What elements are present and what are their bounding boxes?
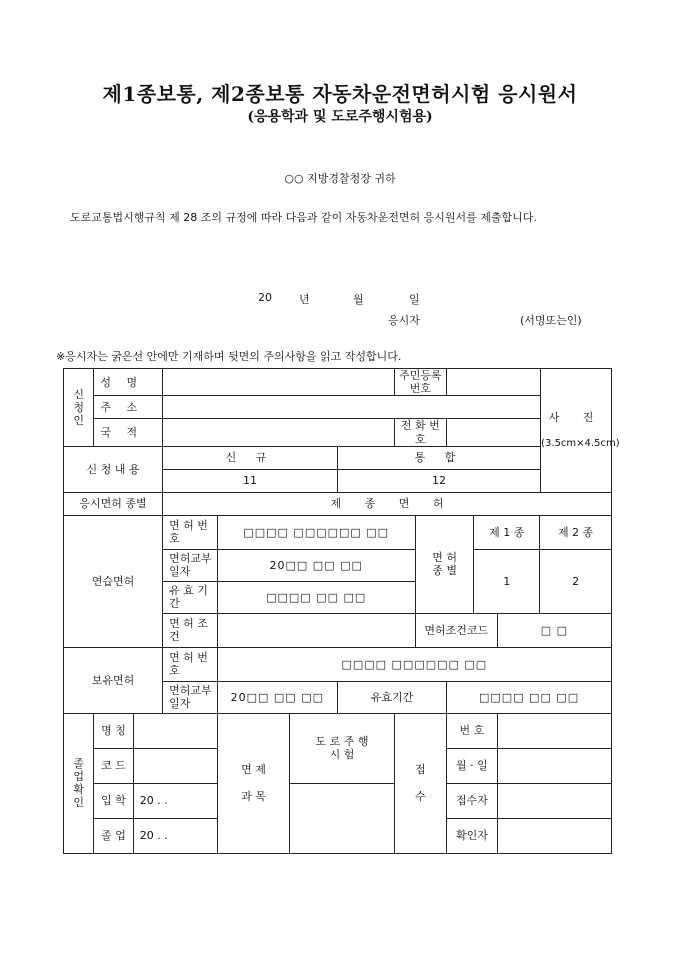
school-code-label: 코 드 [94, 748, 133, 783]
practice-validity-input[interactable]: □□□□ □□ □□ [217, 581, 415, 613]
phone-label: 전 화 번 호 [394, 419, 447, 446]
entry-label: 입 학 [94, 783, 133, 818]
category-1-label: 제 1 종 [474, 515, 540, 549]
school-name-label: 명 칭 [94, 713, 133, 748]
confirmer-input[interactable] [497, 818, 611, 853]
receipt-number-input[interactable] [497, 713, 611, 748]
combined-option[interactable]: 12 [337, 469, 540, 492]
held-validity-input[interactable]: □□□□ □□ □□ [447, 681, 612, 713]
nationality-input[interactable] [163, 419, 395, 446]
form-title: 제1종보통, 제2종보통 자동차운전면허시험 응시원서 [102, 82, 578, 106]
license-type-label: 응시면허 종별 [64, 492, 163, 515]
name-label: 성 명 [94, 369, 163, 396]
application-content-label: 신 청 내 용 [64, 446, 163, 492]
practice-issue-date-label: 면허교부일자 [163, 549, 218, 581]
name-input[interactable] [163, 369, 395, 396]
practice-validity-label: 유 효 기 간 [163, 581, 218, 613]
receiver-label: 접수자 [447, 783, 498, 818]
school-name-input[interactable] [133, 713, 217, 748]
receiver-input[interactable] [497, 783, 611, 818]
phone-input[interactable] [447, 419, 541, 446]
addressee: ○○ 지방경찰청장 귀하 [284, 172, 396, 185]
statement: 도로교통법시행규칙 제 28 조의 규정에 따라 다음과 같이 자동차운전면허 응시원서를 제출합니다. [70, 211, 537, 224]
practice-conditions-input[interactable] [217, 613, 415, 647]
address-input[interactable] [163, 396, 541, 419]
practice-issue-date-input[interactable]: 20□□ □□ □□ [217, 549, 415, 581]
license-type-input[interactable]: 제 종 면 허 [163, 492, 612, 515]
receipt-label: 접 수 [394, 713, 447, 853]
resident-number-input[interactable] [447, 369, 541, 396]
category-2-label: 제 2 종 [540, 515, 612, 549]
applicant-group-label: 신 청 인 [64, 369, 94, 447]
entry-date-input[interactable]: 20 . . [133, 783, 217, 818]
held-issue-date-label: 면허교부일자 [163, 681, 218, 713]
new-option[interactable]: 11 [163, 469, 338, 492]
held-license-number-input[interactable]: □□□□ □□□□□□ □□ [217, 647, 611, 681]
practice-conditions-label: 면 허 조 건 [163, 613, 218, 647]
confirmer-label: 확인자 [447, 818, 498, 853]
graduation-group: 졸 업 확 인 [64, 713, 94, 853]
form-subtitle: (응용학과 및 도로주행시험용) [247, 109, 433, 125]
photo-label: 사 진 [548, 411, 604, 425]
combined-label: 통 합 [337, 446, 540, 469]
school-code-input[interactable] [133, 748, 217, 783]
category-1-option[interactable]: 1 [474, 549, 540, 613]
signature-note: (서명또는인) [520, 314, 582, 327]
category-2-option[interactable]: 2 [540, 549, 612, 613]
receipt-date-label: 월 · 일 [447, 748, 498, 783]
practice-license-group: 연습면허 [64, 515, 163, 647]
receipt-number-label: 번 호 [447, 713, 498, 748]
condition-code-input[interactable]: □ □ [497, 613, 611, 647]
address-label: 주 소 [94, 396, 163, 419]
exempt-subject-label: 면 제 과 목 [217, 713, 290, 853]
practice-license-number-label: 면 허 번 호 [163, 515, 218, 549]
practice-category-label: 면 허 종 별 [415, 515, 474, 613]
held-license-group: 보유면허 [64, 647, 163, 713]
instruction-note: ※응시자는 굵은선 안에만 기재하며 뒷면의 주의사항을 읽고 작성합니다. [56, 350, 402, 363]
resident-number-label: 주민등록번호 [394, 369, 447, 396]
held-license-number-label: 면 허 번 호 [163, 647, 218, 681]
date-day: 일 [409, 293, 420, 306]
practice-license-number-input[interactable]: □□□□ □□□□□□ □□ [217, 515, 415, 549]
receipt-date-input[interactable] [497, 748, 611, 783]
road-test-input[interactable] [290, 783, 394, 853]
held-validity-label: 유효기간 [337, 681, 446, 713]
date-month: 월 [353, 293, 364, 306]
held-issue-date-input[interactable]: 20□□ □□ □□ [217, 681, 337, 713]
signature-label: 응시자 [388, 314, 420, 327]
date-year: 년 [299, 293, 310, 306]
condition-code-label: 면허조건코드 [415, 613, 497, 647]
application-form-table [63, 368, 620, 854]
nationality-label: 국 적 [94, 419, 163, 446]
date-prefix: 20 [258, 291, 272, 304]
graduation-date-input[interactable]: 20 . . [133, 818, 217, 853]
photo-box[interactable] [541, 369, 620, 493]
graduation-label: 졸 업 [94, 818, 133, 853]
new-label: 신 규 [163, 446, 338, 469]
road-test-label: 도 로 주 행 시 험 [290, 713, 394, 783]
photo-size: (3.5cm×4.5cm) [541, 437, 620, 449]
